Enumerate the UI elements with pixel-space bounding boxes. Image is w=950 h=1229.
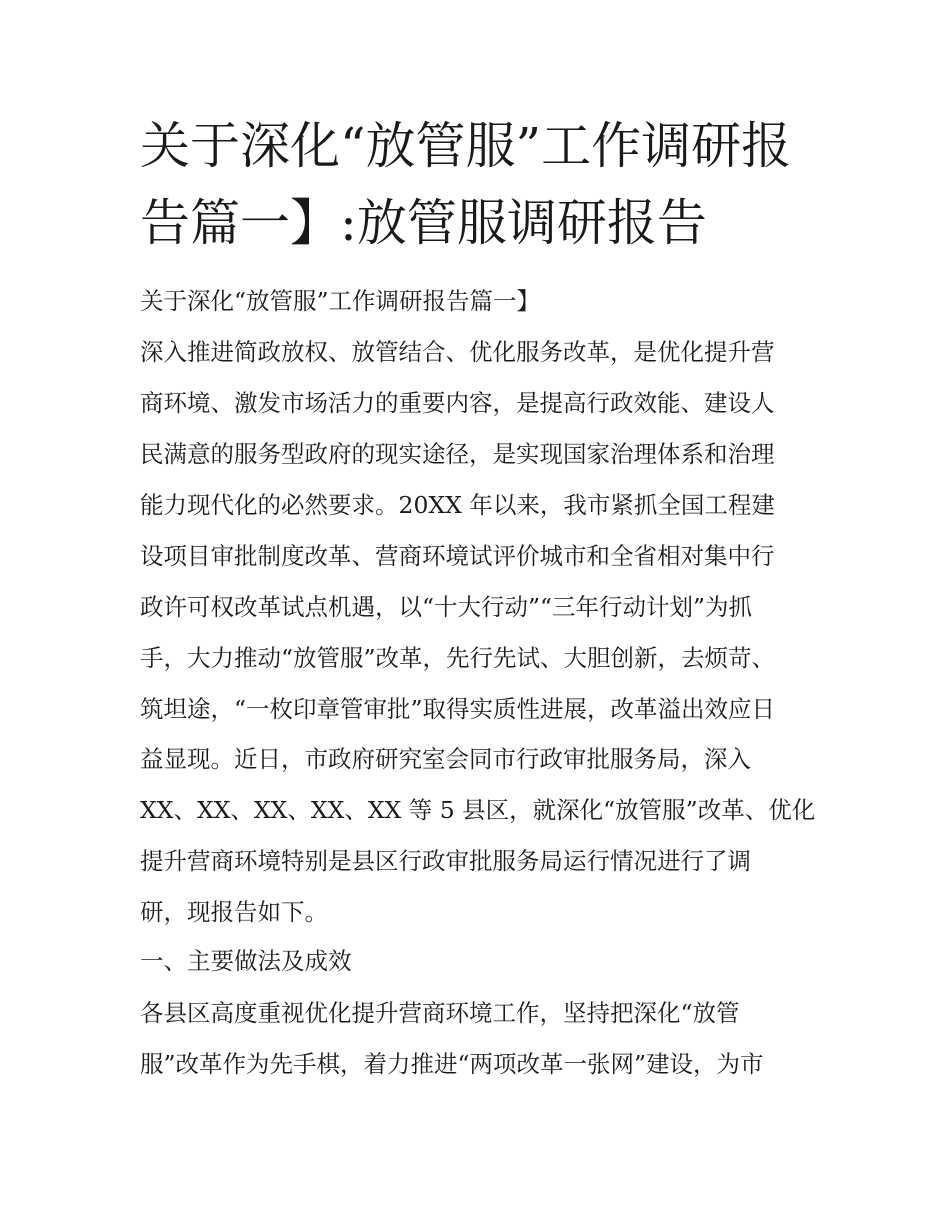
body-line: 深入推进简政放权、放管结合、优化服务改革，是优化提升营 — [140, 338, 775, 366]
body-line: 商环境、激发市场活力的重要内容，是提高行政效能、建设人 — [140, 389, 775, 417]
body-line: 益显现。近日，市政府研究室会同市行政审批服务局，深入 — [140, 745, 751, 773]
body-line: 各县区高度重视优化提升营商环境工作，坚持把深化“放管 — [140, 999, 740, 1027]
body-line: XX、XX、XX、XX、XX 等 5 县区，就深化“放管服”改革、优化 — [140, 796, 816, 824]
body-line: 筑坦途，“一枚印章管审批”取得实质性进展，改革溢出效应日 — [140, 695, 776, 723]
body-line: 民满意的服务型政府的现实途径，是实现国家治理体系和治理 — [140, 440, 775, 468]
section-heading: 关于深化“放管服”工作调研报告篇一】 — [140, 287, 541, 315]
body-line: 政许可权改革试点机遇，以“十大行动”“三年行动计划”为抓 — [140, 593, 753, 621]
document-title-line-1: 关于深化“放管服”工作调研报 — [140, 117, 792, 175]
body-line: 设项目审批制度改革、营商环境试评价城市和全省相对集中行 — [140, 542, 775, 570]
body-line: 手，大力推动“放管服”改革，先行先试、大胆创新，去烦苛、 — [140, 644, 776, 672]
subsection-heading: 一、主要做法及成效 — [140, 947, 352, 975]
body-line: 服”改革作为先手棋，着力推进“两项改革一张网”建设，为市 — [140, 1050, 764, 1078]
body-line: 研，现报告如下。 — [140, 898, 328, 926]
body-line: 提升营商环境特别是县区行政审批服务局运行情况进行了调 — [140, 847, 751, 875]
document-title-line-2: 告篇一】:放管服调研报告 — [140, 194, 707, 252]
body-line: 能力现代化的必然要求。20XX 年以来，我市紧抓全国工程建 — [140, 491, 775, 519]
